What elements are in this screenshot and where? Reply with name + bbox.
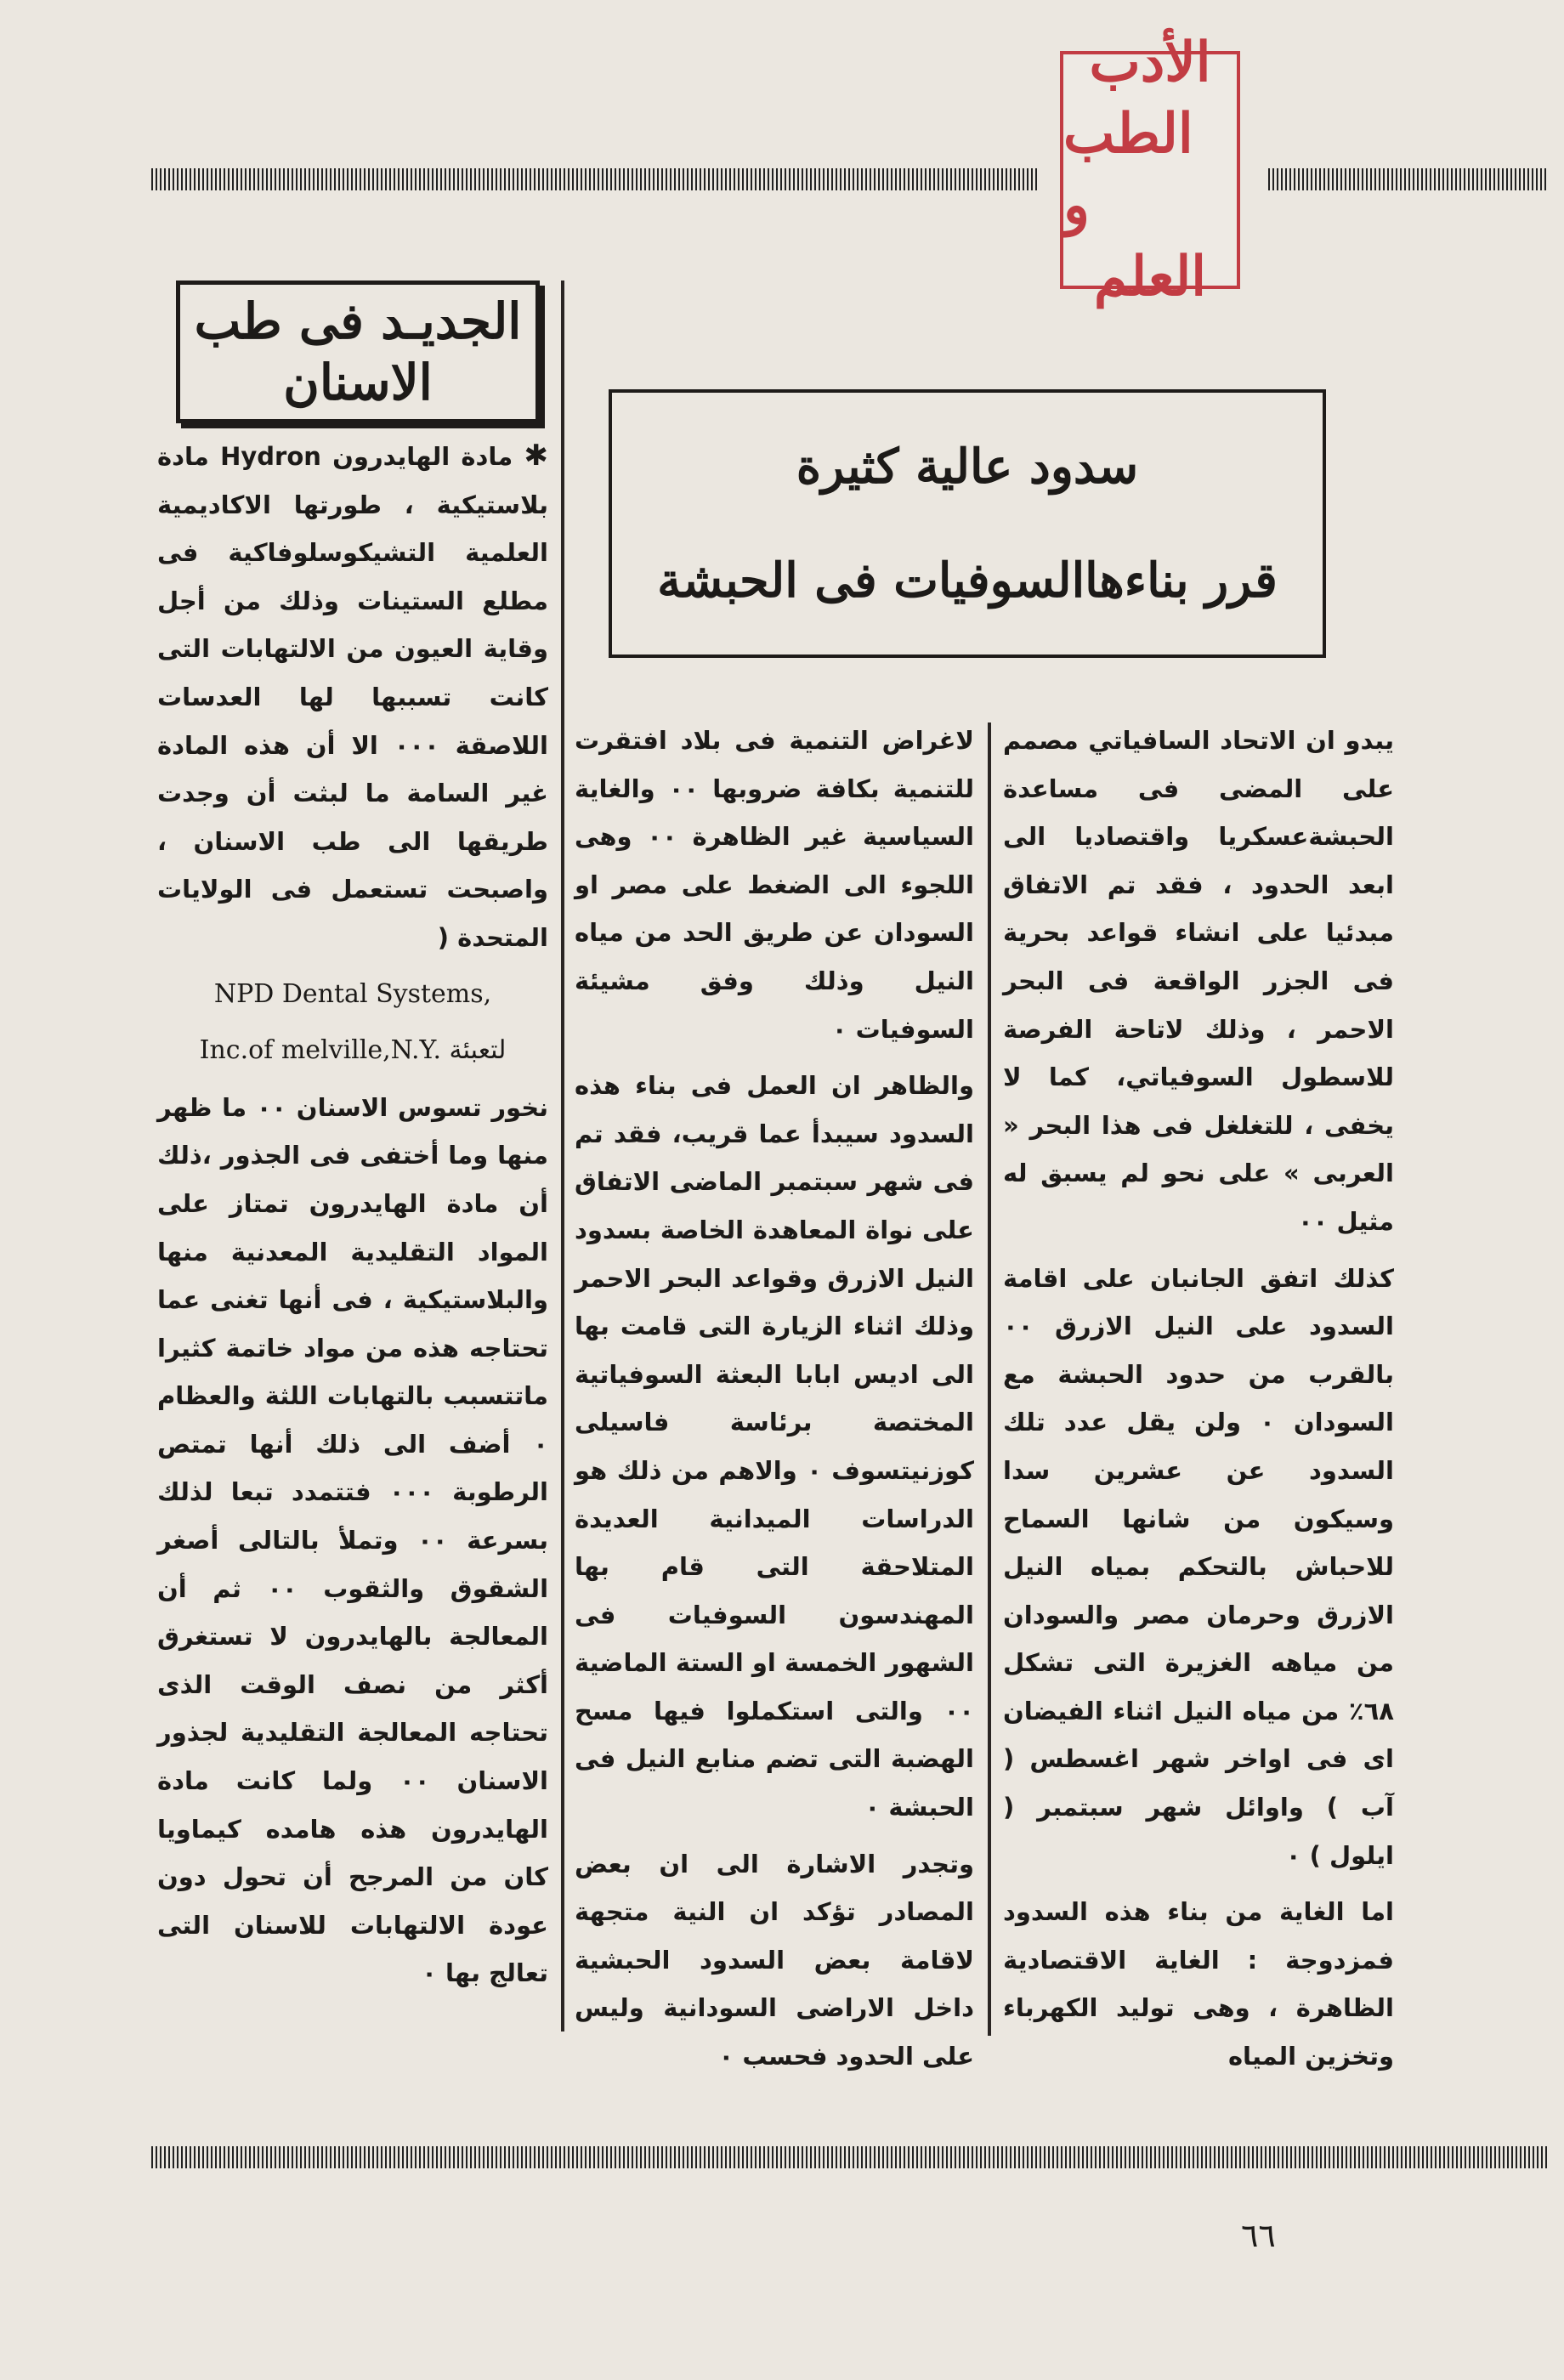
article-column-right bbox=[1003, 717, 1394, 2089]
red-stamp-logo bbox=[1060, 31, 1240, 309]
stamp-line-3: العلم bbox=[1094, 245, 1206, 309]
middle-paragraph-2: والظاهر ان العمل فى بناء هذه السدود سيبدأ عما قريب، فقد تم فى شهر سبتمبر الماضى الاتفاق على نواة المعاهدة الخاصة بسدود النيل الازرق وقواعد البحر الاحمر وذلك اثناء الزيارة التى قامت بها الى اديس ابابا البعثة السوفياتية المختصة برئاسة فاسيلى كوزنيتسوف ٠ والاهم من ذلك هو الدراسات الميدانية العديدة المتلاحقة التى قام بها المهندسون السوفيات فى الشهور الخمسة او الستة الماضية ٠٠ والتى استكملوا فيها مسح الهضبة التى تضم منابع النيل فى الحبشة ٠ bbox=[575, 1071, 974, 1822]
sidebar-title-line-2: الاسنان bbox=[283, 354, 433, 411]
stamp-line-2: الطب و bbox=[1063, 102, 1193, 237]
asterisk-icon: ✱ bbox=[524, 439, 548, 473]
company-name-line-2: Inc.of melville,N.Y. لتعبئة bbox=[199, 1035, 507, 1066]
headline-line-1: سدود عالية كثيرة bbox=[796, 439, 1139, 495]
top-hatched-rule-right bbox=[1268, 168, 1549, 190]
headline-line-2: قرر بناءهاالسوفيات فى الحبشة bbox=[657, 552, 1278, 609]
sidebar-title-line-1: الجديـد فى طب bbox=[194, 292, 522, 350]
left-paragraph-1-text: مادة الهايدرون Hydron مادة بلاستيكية ، طورتها الاكاديمية العلمية التشيكوسلوفاكية فى مطلع الستينات وذلك من أجل وقاية العيون من الالتهابات التى كانت تسببها لها العدسات اللاصقة ٠٠٠ الا أن هذه المادة غير السامة ما لبثت أن وجدت طريقها الى طب الاسنان ، واصبحت تستعمل فى الولايات المتحدة ( bbox=[157, 442, 548, 952]
middle-paragraph-3: وتجدر الاشارة الى ان بعض المصادر تؤكد ان النية متجهة لاقامة بعض السدود الحبشية داخل الاراضى السودانية وليس على الحدود فحسب ٠ bbox=[575, 1849, 974, 2071]
left-paragraph-2: نخور تسوس الاسنان ٠٠ ما ظهر منها وما أختفى فى الجذور ،ذلك أن مادة الهايدرون تمتاز على المواد التقليدية المعدنية منها والبلاستيكية ، فى أنها تغنى عما تحتاجه هذه من مواد خاتمة كثيرا ماتتسبب بالتهابات اللثة والعظام ٠ أضف الى ذلك أنها تمتص الرطوبة ٠٠٠ فتتمدد تبعا لذلك بسرعة ٠٠ وتملأ بالتالى أصغر الشقوق والثقوب ٠٠ ثم أن المعالجة بالهايدرون لا تستغرق أكثر من نصف الوقت الذى تحتاجه المعالجة التقليدية لجذور الاسنان ٠٠ ولما كانت مادة الهايدرون هذه هامده كيماويا كان من المرجح أن تحول دون عودة الالتهابات للاسنان التى تعالج بها ٠ bbox=[157, 1092, 549, 1988]
stamp-line-1: الأدب bbox=[1089, 31, 1211, 94]
page-number: ٦٦ bbox=[1241, 2217, 1276, 2254]
article-column-middle bbox=[575, 717, 974, 2089]
column-divider-right bbox=[988, 722, 991, 2036]
article-column-left bbox=[157, 432, 548, 2006]
right-paragraph-2: كذلك اتفق الجانبان على اقامة السدود على النيل الازرق ٠٠ بالقرب من حدود الحبشة مع السودان ٠ ولن يقل عدد تلك السدود عن عشرين سدا وسيكون من شانها السماح للاحباش بالتحكم بمياه النيل الازرق وحرمان مصر والسودان من مياهه الغزيرة التى تشكل ٦٨٪ من مياه النيل اثناء الفيضان اى فى اواخر شهر اغسطس ( آب ) واوائل شهر سبتمبر ( ايلول ) ٠ bbox=[1003, 1263, 1394, 1870]
sidebar-title-box bbox=[176, 280, 540, 423]
company-name-line-1: NPD Dental Systems, bbox=[213, 978, 492, 1009]
top-hatched-rule-left bbox=[151, 168, 1039, 190]
middle-paragraph-1: لاغراض التنمية فى بلاد افتقرت للتنمية بكافة ضروبها ٠٠ والغاية السياسية غير الظاهرة ٠٠ وهى اللجوء الى الضغط على مصر او السودان عن طريق الحد من مياه النيل وذلك وفق مشيئة السوفيات ٠ bbox=[575, 726, 974, 1044]
column-divider-left bbox=[561, 280, 564, 2032]
right-paragraph-1: يبدو ان الاتحاد السافياتي مصمم على المضى فى مساعدة الحبشةعسكريا واقتصاديا الى ابعد الحدود ، فقد تم الاتفاق مبدئيا على انشاء قواعد بحرية فى الجزر الواقعة فى البحر الاحمر ، وذلك لاتاحة الفرصة للاسطول السوفياتي، كما لا يخفى ، للتغلغل فى هذا البحر « العربى » على نحو لم يسبق له مثيل ٠٠ bbox=[1003, 726, 1394, 1236]
right-paragraph-3: اما الغاية من بناء هذه السدود فمزدوجة : الغاية الاقتصادية الظاهرة ، وهى توليد الكهرباء وتخزين المياه bbox=[1003, 1897, 1394, 2071]
bottom-hatched-rule bbox=[151, 2146, 1549, 2168]
left-paragraph-1 bbox=[157, 432, 548, 962]
main-headline-box bbox=[609, 389, 1326, 658]
